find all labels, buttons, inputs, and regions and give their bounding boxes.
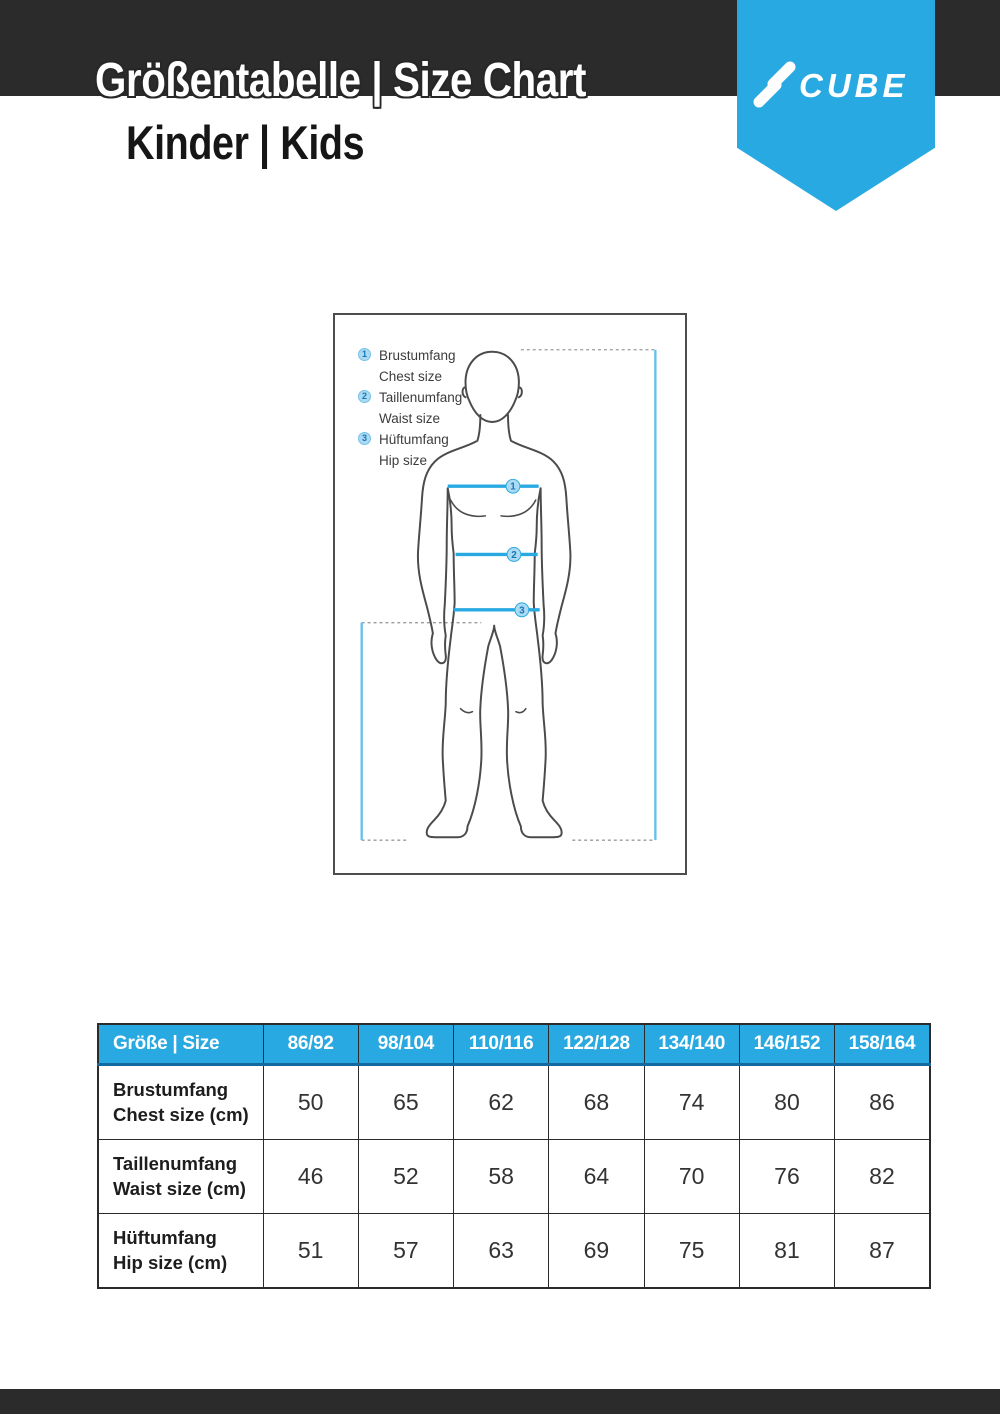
table-cell: 76 xyxy=(739,1140,834,1214)
legend-label-de: Brustumfang xyxy=(379,348,456,363)
header-size-110-116: 110/116 xyxy=(454,1024,549,1065)
bottom-dark-bar xyxy=(0,1389,1000,1414)
table-cell: 63 xyxy=(454,1214,549,1289)
size-chart-table xyxy=(97,1023,931,1289)
row-label-waist xyxy=(98,1140,263,1214)
table-cell: 65 xyxy=(358,1065,453,1140)
table-cell: 74 xyxy=(644,1065,739,1140)
table-cell: 68 xyxy=(549,1065,644,1140)
brand-name: CUBE xyxy=(799,67,909,104)
table-cell: 57 xyxy=(358,1214,453,1289)
row-label-de: Taillenumfang xyxy=(113,1152,238,1174)
header-size-98-104: 98/104 xyxy=(358,1024,453,1065)
cube-logo-icon xyxy=(750,54,922,110)
table-cell: 51 xyxy=(263,1214,358,1289)
table-cell: 80 xyxy=(739,1065,834,1140)
header-size-label: Größe | Size xyxy=(98,1024,263,1065)
table-cell: 75 xyxy=(644,1214,739,1289)
table-cell: 87 xyxy=(835,1214,930,1289)
row-label-hip xyxy=(98,1214,263,1289)
header-size-122-128: 122/128 xyxy=(549,1024,644,1065)
table-cell: 52 xyxy=(358,1140,453,1214)
table-row-hip xyxy=(98,1214,930,1289)
page-title: Größentabelle | Size Chart xyxy=(95,54,587,107)
table-cell: 82 xyxy=(835,1140,930,1214)
marker-number-3: 3 xyxy=(519,605,525,617)
table-row-waist xyxy=(98,1140,930,1214)
legend-label-de: Taillenumfang xyxy=(379,390,463,405)
brand-ribbon xyxy=(737,0,935,211)
legend-marker-2: 2 xyxy=(358,390,371,403)
legend-marker-3: 3 xyxy=(358,432,371,445)
measurement-legend xyxy=(358,345,462,471)
table-cell: 69 xyxy=(549,1214,644,1289)
header-size-158-164: 158/164 xyxy=(835,1024,930,1065)
row-label-en: Hip size (cm) xyxy=(113,1251,228,1273)
table-cell: 70 xyxy=(644,1140,739,1214)
marker-number-2: 2 xyxy=(511,549,517,561)
table-row-chest xyxy=(98,1065,930,1140)
table-cell: 62 xyxy=(454,1065,549,1140)
table-cell: 81 xyxy=(739,1214,834,1289)
page-subtitle: Kinder | Kids xyxy=(126,116,365,169)
table-cell: 58 xyxy=(454,1140,549,1214)
row-label-en: Waist size (cm) xyxy=(113,1177,246,1199)
legend-item-hip xyxy=(358,429,462,471)
header-size-146-152: 146/152 xyxy=(739,1024,834,1065)
row-label-en: Chest size (cm) xyxy=(113,1103,249,1125)
legend-label-en: Waist size xyxy=(379,411,441,426)
table-cell: 64 xyxy=(549,1140,644,1214)
table-cell: 86 xyxy=(835,1065,930,1140)
header-size-86-92: 86/92 xyxy=(263,1024,358,1065)
marker-number-1: 1 xyxy=(510,481,516,493)
row-label-chest xyxy=(98,1065,263,1140)
girth-measure-lines xyxy=(448,486,540,610)
legend-item-chest xyxy=(358,345,462,387)
table-header-row xyxy=(98,1024,930,1065)
legend-item-waist xyxy=(358,387,462,429)
table-cell: 46 xyxy=(263,1140,358,1214)
measure-markers xyxy=(506,479,529,616)
row-label-de: Brustumfang xyxy=(113,1078,229,1100)
header-size-134-140: 134/140 xyxy=(644,1024,739,1065)
legend-label-de: Hüftumfang xyxy=(379,432,449,447)
row-label-de: Hüftumfang xyxy=(113,1226,217,1248)
legend-marker-1: 1 xyxy=(358,348,371,361)
table-cell: 50 xyxy=(263,1065,358,1140)
legend-label-en: Chest size xyxy=(379,369,443,384)
measurement-diagram xyxy=(333,313,687,875)
legend-label-en: Hip size xyxy=(379,453,428,468)
